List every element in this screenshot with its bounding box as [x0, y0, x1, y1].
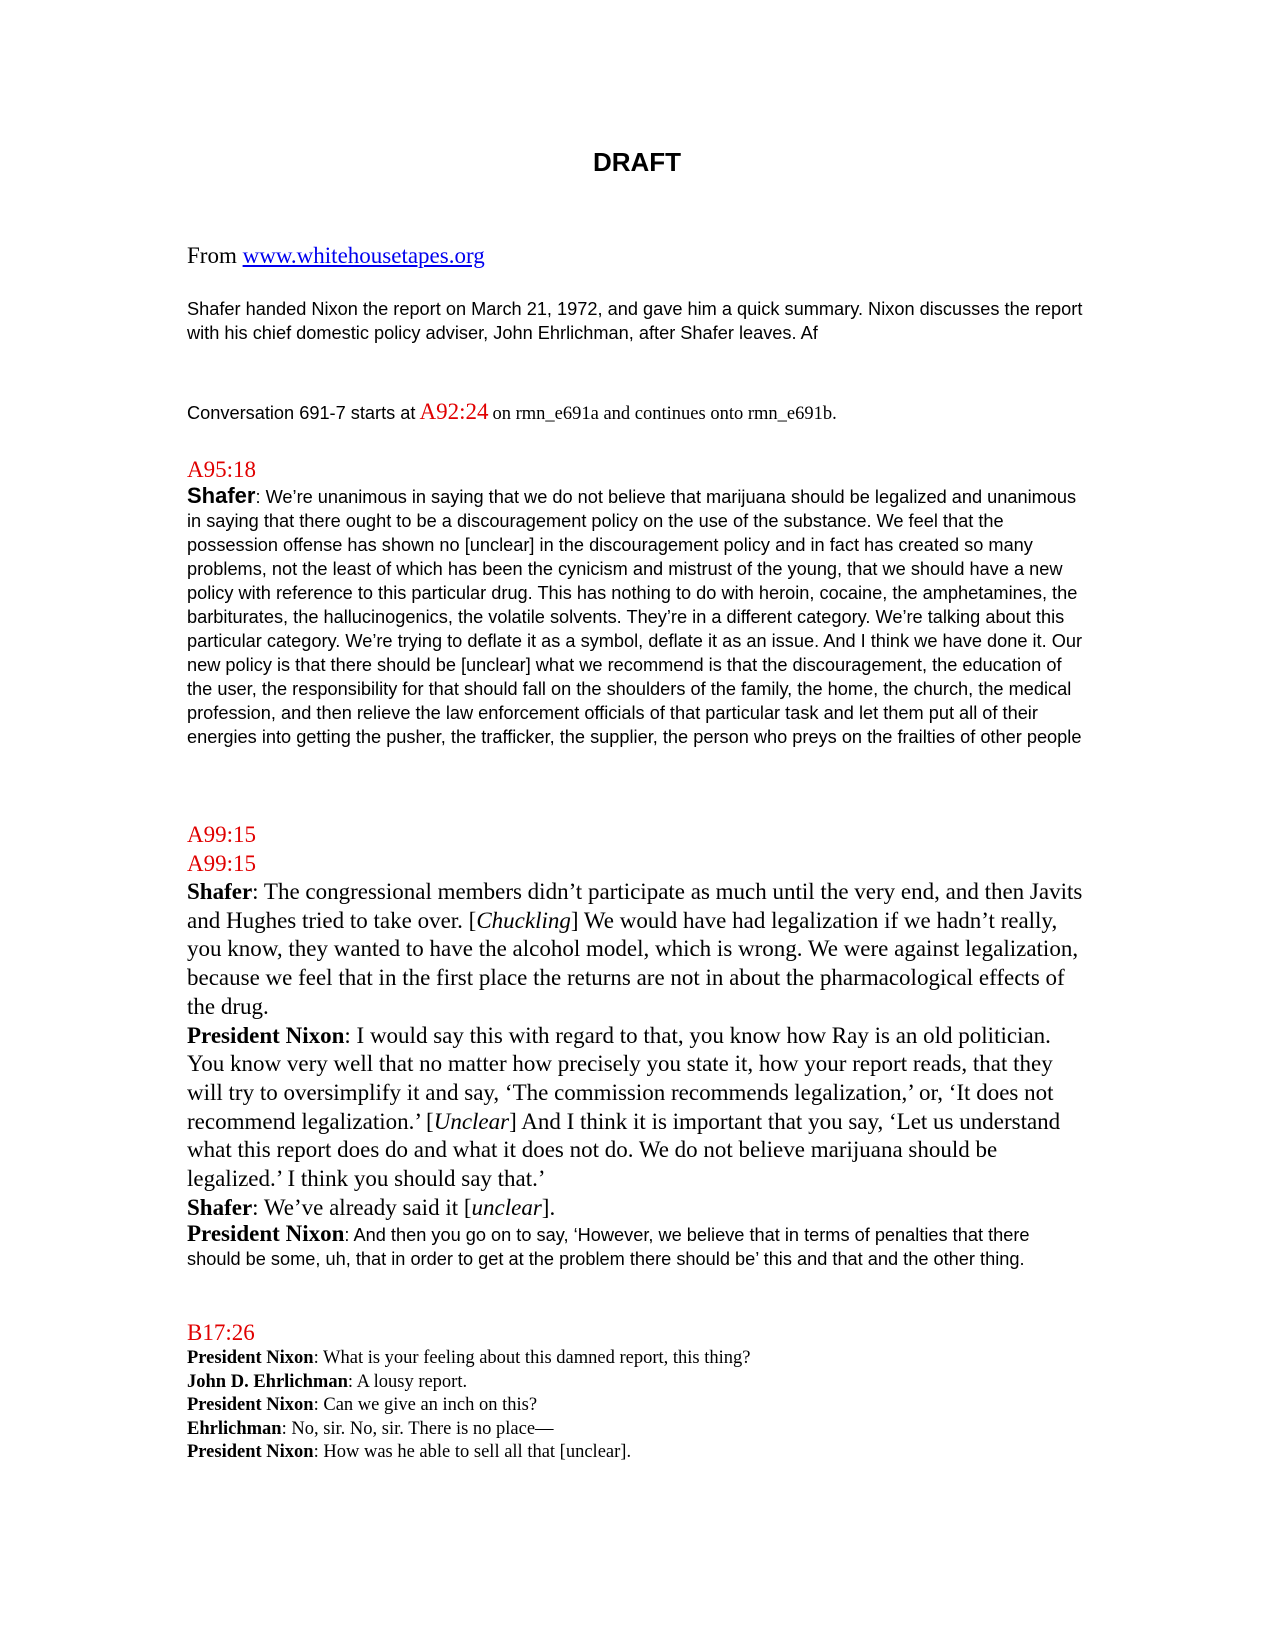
transcript-line	[187, 1022, 1087, 1194]
timestamp-heading: A95:18	[187, 457, 256, 482]
speech-text: : No, sir. No, sir. There is no place—	[281, 1418, 554, 1439]
speech-text: : I would say this with regard to that, you know how Ray is an old politician. You know very well that no matter how precisely you state it, how your report reads, that they will try to oversimplify it and say, ‘The commission recommends legalization,’ or, ‘It does not recommend legalization.’ [	[187, 1022, 1054, 1134]
speaker-name: Ehrlichman	[187, 1418, 282, 1439]
transcript-line	[187, 1441, 1087, 1465]
stage-direction: unclear	[471, 1194, 542, 1220]
conversation-start-time: A92:24	[419, 399, 489, 424]
transcript-line	[187, 484, 1087, 749]
speech-text: : The congressional members didn’t participate as much until the very end, and then Javits and Hughes tried to take over. [	[187, 879, 1083, 933]
transcript-section-a95	[187, 455, 1087, 749]
source-line	[187, 242, 485, 270]
conversation-suffix: on rmn_e691a and continues onto rmn_e691b.	[492, 404, 837, 424]
speaker-name: Shafer	[187, 879, 253, 904]
stage-direction: Chuckling	[476, 907, 571, 933]
intro-paragraph: Shafer handed Nixon the report on March 21, 1972, and gave him a quick summary. Nixon discusses the report with his chief domestic policy adviser, John Ehrlichman, after Shafer leaves. Af	[187, 299, 1083, 343]
speech-text: : We’re unanimous in saying that we do not believe that marijuana should be legalized and unanimous in saying that there ought to be a discouragement policy on the use of the substance. We feel that the possession offense has shown no [unclear] in the discouragement policy and in fact has created so many problems, not the least of which has been the cynicism and mistrust of the young, that we should have a new policy with reference to this particular drug. This has nothing to do with heroin, cocaine, the amphetamines, the barbiturates, the hallucinogenics, the volatile solvents. They’re in a different category. We’re talking about this particular category. We’re trying to deflate it as a symbol, deflate it as an issue. And I think we have done it. Our new policy is that there should be [unclear] what we recommend is that the discouragement, the education of the user, the responsibility for that should fall on the shoulders of the family, the home, the church, the medical profession, and then relieve the law enforcement officials of that particular task and let them put all of their energies into getting the pusher, the trafficker, the supplier, the person who preys on the frailties of other people	[187, 487, 1083, 747]
speaker-name: President Nixon	[187, 1221, 345, 1247]
speaker-name: Shafer	[187, 483, 256, 508]
conversation-line	[187, 399, 1087, 425]
speaker-name: President Nixon	[187, 1442, 314, 1462]
timestamp-heading: A99:15	[187, 822, 256, 847]
speech-text: : And then you go on to say, ‘However, we believe that in terms of penalties that there should be some, uh, that in order to get at the problem there should be’ this and that and the other thing.	[187, 1225, 1030, 1270]
transcript-line	[187, 1418, 1087, 1442]
speech-text: : We’ve already said it [	[252, 1194, 472, 1220]
transcript-line	[187, 1394, 1087, 1418]
transcript-line	[187, 1194, 1087, 1223]
speaker-name: President Nixon	[187, 1348, 314, 1368]
speech-text: : Can we give an inch on this?	[313, 1395, 538, 1415]
timestamp-heading: B17:26	[187, 1320, 255, 1345]
transcript-line	[187, 1371, 1087, 1395]
speaker-name: President Nixon	[187, 1395, 314, 1415]
transcript-line	[187, 1222, 1087, 1271]
speech-text: : A lousy report.	[347, 1371, 468, 1392]
transcript-line	[187, 878, 1087, 1022]
speech-text: ].	[541, 1194, 556, 1220]
speaker-name: John D. Ehrlichman	[187, 1371, 348, 1392]
transcript-section-a99	[187, 820, 1087, 1271]
transcript-line	[187, 1347, 1087, 1371]
transcript-section-b17	[187, 1318, 1087, 1465]
speech-text: : How was he able to sell all that [unclear].	[313, 1442, 632, 1462]
stage-direction: Unclear	[433, 1108, 510, 1134]
speech-text: ] And I think it is important that you say, ‘Let us understand what this report does do and what it does not do. We do not believe marijuana should be legalized.’ I think you should say that.’	[187, 1108, 1061, 1192]
speaker-name: Shafer	[187, 1194, 253, 1220]
speech-text: : What is your feeling about this damned report, this thing?	[313, 1348, 751, 1368]
source-link[interactable]: www.whitehousetapes.org	[242, 243, 485, 268]
speech-text: ] We would have had legalization if we hadn’t really, you know, they wanted to have the alcohol model, which is wrong. We were against legalization, because we feel that in the first place the returns are not in about the pharmacological effects of the drug.	[187, 907, 1079, 1019]
source-prefix: From	[187, 243, 237, 268]
page-title: DRAFT	[592, 147, 682, 177]
conversation-prefix: Conversation 691-7 starts at	[187, 403, 416, 423]
speaker-name: President Nixon	[187, 1022, 345, 1048]
timestamp-heading: A99:15	[187, 851, 256, 876]
